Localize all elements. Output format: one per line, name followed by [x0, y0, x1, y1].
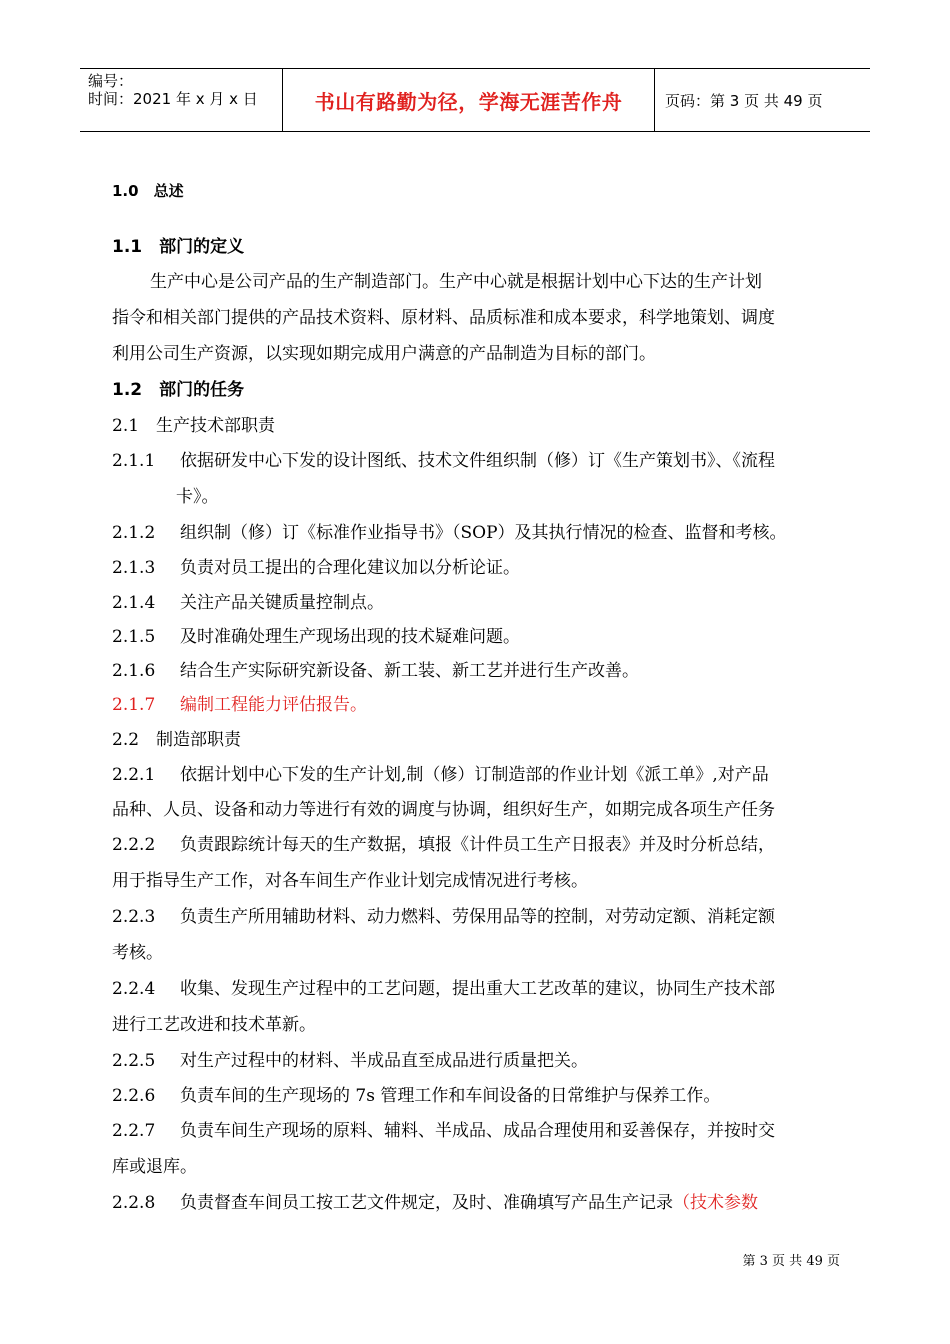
list-item: [112, 830, 775, 855]
item-text: 及时准确处理生产现场出现的技术疑难问题。: [180, 627, 520, 647]
header-meta: [80, 69, 282, 131]
item-number: 2.2.5: [112, 1051, 156, 1071]
item-text: 依据研发中心下发的设计图纸、技术文件组织制（修）订《生产策划书》、《流程: [180, 451, 775, 471]
header-page-info: 页码：第 3 页 共 49 页: [665, 91, 823, 110]
document-date: 时间：2021 年 x 月 x 日: [88, 90, 258, 108]
list-item: [112, 1188, 758, 1213]
page-header: [80, 68, 870, 132]
paragraph-line: 指令和相关部门提供的产品技术资料、原材料、品质标准和成本要求，科学地策划、调度: [112, 308, 775, 328]
list-item: [112, 622, 520, 647]
item-text: 负责跟踪统计每天的生产数据，填报《计件员工生产日报表》并及时分析总结，: [180, 835, 775, 855]
header-motto: 书山有路勤为径，学海无涯苦作舟: [282, 69, 655, 131]
list-item: [112, 588, 384, 613]
item-number: 2.1.6: [112, 661, 156, 681]
list-item: [112, 1081, 720, 1106]
list-item: [112, 974, 775, 999]
list-item: [112, 902, 775, 927]
item-number: 2.1.2: [112, 523, 156, 543]
item-number: 2.1.1: [112, 451, 156, 471]
item-number: 2.2.7: [112, 1121, 156, 1141]
item-text: 负责车间生产现场的原料、辅料、半成品、成品合理使用和妥善保存，并按时交: [180, 1121, 775, 1141]
item-number: 2.2.2: [112, 835, 156, 855]
list-item-continuation: 用于指导生产工作，对各车间生产作业计划完成情况进行考核。: [112, 871, 588, 891]
item-text: 负责车间的生产现场的 7s 管理工作和车间设备的日常维护与保养工作。: [180, 1086, 721, 1106]
list-item-continuation: 库或退库。: [112, 1157, 197, 1177]
section-heading-2-1: 2.1 生产技术部职责: [112, 416, 276, 436]
section-heading-2-2: 2.2 制造部职责: [112, 730, 242, 750]
section-heading-1-2: 1.2 部门的任务: [112, 380, 245, 400]
item-text: 收集、发现生产过程中的工艺问题，提出重大工艺改革的建议，协同生产技术部: [180, 979, 775, 999]
item-text: 对生产过程中的材料、半成品直至成品进行质量把关。: [180, 1051, 588, 1071]
item-number: 2.2.1: [112, 765, 156, 785]
list-item-continuation: 卡》。: [176, 487, 219, 507]
list-item: [112, 760, 769, 785]
item-text: 负责对员工提出的合理化建议加以分析论证。: [180, 558, 520, 578]
list-item: [112, 1116, 775, 1141]
item-number: 2.2.3: [112, 907, 156, 927]
list-item: [112, 656, 639, 681]
section-heading-1-1: 1.1 部门的定义: [112, 237, 245, 257]
paragraph-line: 生产中心是公司产品的生产制造部门。生产中心就是根据计划中心下达的生产计划: [150, 272, 762, 292]
document-number-label: 编号：: [88, 72, 134, 90]
page-footer: 第 3 页 共 49 页: [742, 1254, 840, 1269]
item-text: 依据计划中心下发的生产计划,制（修）订制造部的作业计划《派工单》,对产品: [180, 765, 769, 785]
item-number: 2.1.4: [112, 593, 156, 613]
section-heading-1-0: 1.0 总述: [112, 182, 184, 200]
list-item: [112, 1046, 588, 1071]
list-item-continuation: 进行工艺改进和技术革新。: [112, 1015, 316, 1035]
item-number: 2.1.3: [112, 558, 156, 578]
item-number: 2.2.4: [112, 979, 156, 999]
item-number: 2.2.8: [112, 1193, 156, 1213]
list-item: [112, 518, 787, 543]
item-text: 编制工程能力评估报告。: [180, 695, 367, 715]
list-item-highlighted: [112, 690, 367, 715]
item-text-red-tail: （技术参数: [673, 1193, 758, 1213]
item-text: 关注产品关键质量控制点。: [180, 593, 384, 613]
list-item: [112, 446, 775, 471]
item-number: 2.1.5: [112, 627, 156, 647]
item-number: 2.1.7: [112, 695, 156, 715]
item-text: 负责督查车间员工按工艺文件规定，及时、准确填写产品生产记录: [180, 1193, 673, 1213]
list-item-continuation: 考核。: [112, 943, 163, 963]
item-text: 负责生产所用辅助材料、动力燃料、劳保用品等的控制，对劳动定额、消耗定额: [180, 907, 775, 927]
list-item: [112, 553, 520, 578]
item-number: 2.2.6: [112, 1086, 156, 1106]
paragraph-line: 利用公司生产资源，以实现如期完成用户满意的产品制造为目标的部门。: [112, 344, 656, 364]
list-item-continuation: 品种、人员、设备和动力等进行有效的调度与协调，组织好生产，如期完成各项生产任务: [112, 800, 775, 820]
item-text: 组织制（修）订《标准作业指导书》（SOP）及其执行情况的检查、监督和考核。: [180, 523, 787, 543]
item-text: 结合生产实际研究新设备、新工装、新工艺并进行生产改善。: [180, 661, 639, 681]
